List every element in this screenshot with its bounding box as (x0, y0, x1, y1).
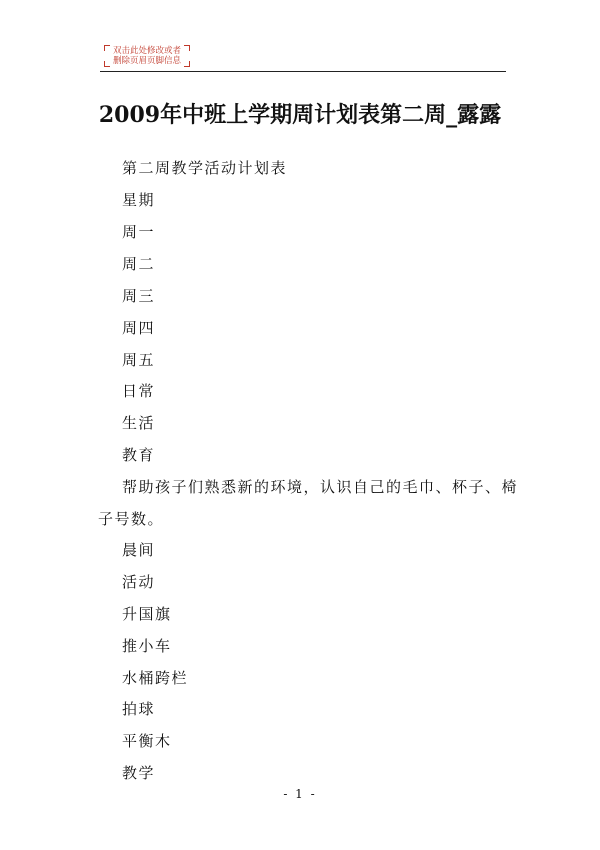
line-paragraph-start: 帮助孩子们熟悉新的环境，认识自己的毛巾、杯子、椅 (122, 478, 519, 496)
line-push-cart: 推小车 (122, 637, 172, 655)
line-activity: 活动 (122, 573, 156, 591)
page-number: - 1 - (283, 787, 317, 801)
badge-line-2: 删除页眉页脚信息 (112, 56, 181, 66)
line-paragraph-end: 子号数。 (98, 510, 165, 528)
badge-corner-top-right (184, 45, 190, 51)
header-divider (100, 71, 506, 72)
badge-corner-top-left (104, 45, 110, 51)
line-bucket-hurdle: 水桶跨栏 (122, 669, 189, 687)
line-tuesday: 周二 (122, 255, 156, 273)
line-life: 生活 (122, 414, 156, 432)
line-ball-bounce: 拍球 (122, 700, 156, 718)
line-daily: 日常 (122, 382, 156, 400)
line-flag-raising: 升国旗 (122, 605, 172, 623)
line-teaching: 教学 (122, 764, 156, 782)
line-weekday-header: 星期 (122, 191, 156, 209)
line-monday: 周一 (122, 223, 156, 241)
document-title: 2009年中班上学期周计划表第二周_露露 (98, 102, 502, 128)
header-edit-badge[interactable] (104, 45, 190, 67)
line-thursday: 周四 (122, 319, 156, 337)
badge-corner-bottom-right (184, 61, 190, 67)
line-morning: 晨间 (122, 541, 156, 559)
badge-line-1: 双击此处修改或者 (112, 46, 181, 56)
line-balance-beam: 平衡木 (122, 732, 172, 750)
line-plan-heading: 第二周教学活动计划表 (122, 159, 288, 177)
line-education: 教育 (122, 446, 156, 464)
line-wednesday: 周三 (122, 287, 156, 305)
line-friday: 周五 (122, 351, 156, 369)
badge-corner-bottom-left (104, 61, 110, 67)
